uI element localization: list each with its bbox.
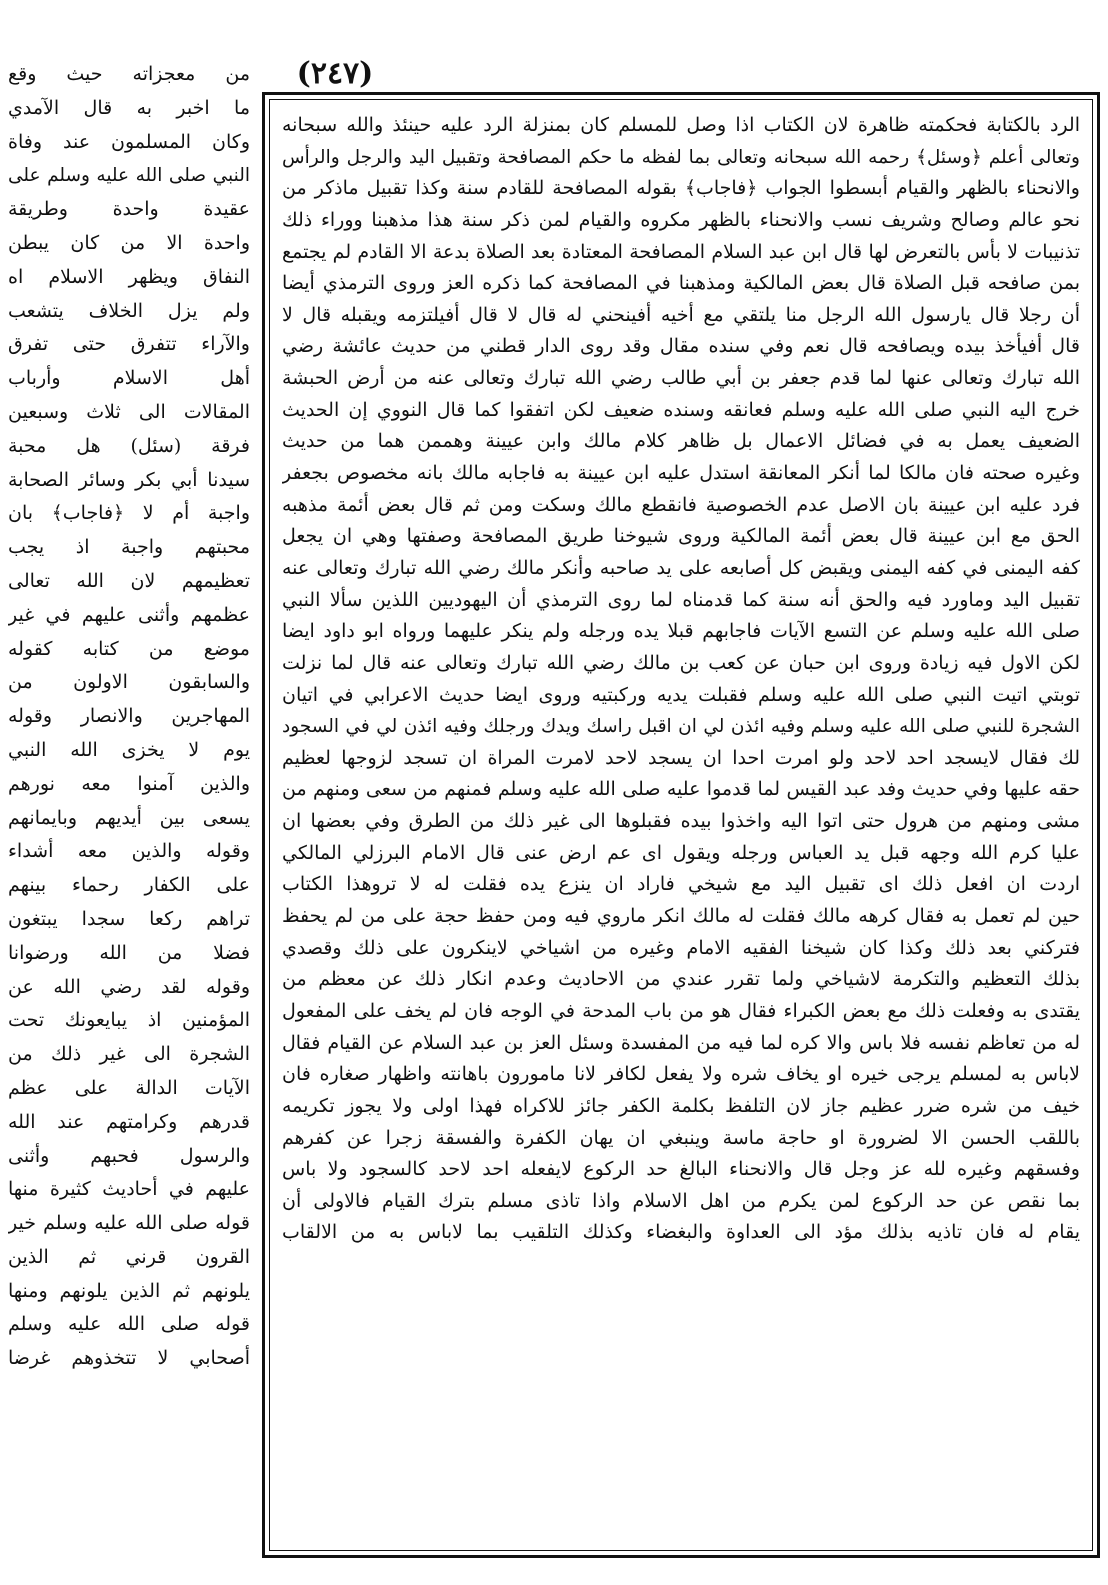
margin-text-line: المقالات الى ثلاث وسبعين bbox=[8, 400, 250, 423]
main-text-line: باللقب الحسن الا لضرورة او حاجة ماسة وينبغي ان يهان الكفرة والفسقة زجرا عن كفرهم bbox=[282, 1126, 1080, 1149]
main-text-line: لك فقال لايسجد احد لاحد ولو امرت احدا ان يسجد لاحد لامرت المراة ان تسجد لزوجها لعظيم bbox=[282, 746, 1080, 769]
margin-text-line: أهل الاسلام وأرباب bbox=[8, 367, 250, 390]
main-text-line: بمن صافحه قبل الصلاة قال بعض المالكية ومذهبنا في المصافحة كما ذكره العز وروى الترمذي أيضا bbox=[282, 272, 1080, 295]
main-text-line: يقتدى به وفعلت ذلك مع بعض الكبراء فقال هو من باب المدحة في الوجه فان لم يخف على المفعول bbox=[282, 999, 1080, 1022]
main-text-line: لكن الاول فيه زيادة وروى ابن حبان عن كعب بن مالك رضي الله تبارك وتعالى عنه قال لما نزلت bbox=[282, 651, 1080, 674]
margin-commentary bbox=[8, 58, 250, 1528]
margin-text-line: على الكفار رحماء بينهم bbox=[8, 874, 250, 897]
margin-text-line: يلونهم ثم الذين يلونهم ومنها bbox=[8, 1279, 250, 1302]
main-text-line: بما نقص عن حد الركوع لمن يكرم من اهل الاسلام واذا تاذى مسلم بترك القيام فالاولى أن bbox=[282, 1189, 1080, 1212]
main-text-line: فتركني بعد ذلك وكذا كان شيخنا الفقيه الامام وغيره من اشياخي لاينكرون على ذلك وقصدي bbox=[282, 936, 1080, 959]
margin-text-line: فضلا من الله ورضوانا bbox=[8, 941, 250, 964]
margin-text-line: النفاق ويظهر الاسلام اه bbox=[8, 265, 250, 288]
main-text-line: وغيره صحته فان مالكا لما أنكر المعانقة استدل عليه ابن عيينة به فاجابه مالك بانه مخصوص بجعفر bbox=[282, 462, 1080, 485]
main-text-line: نحو عالم وصالح وشريف نسب والانحناء بالظهر مكروه والقيام لمن ذكر سنة هذا مذهبنا ووراء ذلك bbox=[282, 208, 1080, 231]
margin-text-line: قدرهم وكرامتهم عند الله bbox=[8, 1110, 250, 1133]
main-text-line: الحق مع ابن عيينة قال بعض أئمة المالكية وروى شيوخنا طريق المصافحة وصفتها وهي ان يجعل bbox=[282, 525, 1080, 548]
margin-text-line: يسعى بين أيديهم وبايمانهم bbox=[8, 806, 250, 829]
margin-text-line: ما اخبر به قال الآمدي bbox=[8, 96, 250, 119]
main-text-line: وتعالى أعلم ﴿وسئل﴾ رحمه الله سبحانه وتعالى بما لفظه ما حكم المصافحة وتقبيل اليد والرجل والرأس bbox=[282, 146, 1080, 168]
margin-text-line: والآراء تتفرق حتى تفرق bbox=[8, 333, 250, 356]
main-text-line: صلى الله عليه وسلم عن التسع الآيات فاجابهم قبلا يده ورجله ولم ينكر عليهما ورواه ابو داود ايضا bbox=[282, 620, 1080, 643]
margin-text-line: واجبة أم لا ﴿فاجاب﴾ بان bbox=[8, 502, 250, 525]
main-text-line: خيف من شره ضرر عظيم جاز لان التلفظ بكلمة الكفر جائز للاكراه فهذا اولى ولا يجوز تكريمه bbox=[282, 1094, 1080, 1117]
margin-text-line: قوله صلى الله عليه وسلم bbox=[8, 1313, 250, 1336]
main-text-line: الرد بالكتابة فحكمته ظاهرة لان الكتاب اذا وصل للمسلم كان بمنزلة الرد عليه حينئذ والله سبحانه bbox=[282, 114, 1080, 136]
margin-text-line: والسابقون الاولون من bbox=[8, 671, 250, 694]
main-text-line: كفه اليمنى في كفه اليمنى ويقبض كل أصابعه على يد صاحبه وأنكر مالك رضي الله تبارك وتعالى عنه bbox=[282, 556, 1080, 579]
main-text-frame bbox=[262, 92, 1100, 1558]
margin-text-line: والرسول فحبهم وأثنى bbox=[8, 1144, 250, 1167]
page-number: (٢٤٧) bbox=[296, 56, 374, 91]
main-text-line: اردت ان افعل ذلك اى تقبيل اليد مع شيخي فاراد ان ينزع يده فقلت له لا تروهذا الكتاب bbox=[282, 873, 1080, 896]
margin-text-line: عظمهم وأثنى عليهم في غير bbox=[8, 603, 250, 626]
main-text-line: عليا كرم الله وجهه قبل يد العباس ورجله ويقول اى عم ارض عنى قال الامام البرزلي المالكي bbox=[282, 841, 1080, 864]
main-text-line: فرد عليه ابن عيينة بان الاصل عدم الخصوصية فانقطع مالك وسكت ومن ثم قال بعض أئمة مذهبه bbox=[282, 493, 1080, 516]
margin-text-line: الآيات الدالة على عظم bbox=[8, 1076, 250, 1099]
margin-text-line: يوم لا يخزى الله النبي bbox=[8, 738, 250, 761]
margin-text-line: موضع من كتابه كقوله bbox=[8, 637, 250, 660]
main-text-line: وفسقهم وغيره لله عز وجل قال والانحناء البالغ حد الركوع لايفعله احد لاحد كالسجود ولا باس bbox=[282, 1158, 1080, 1181]
main-text-line: أن رجلا قال يارسول الله الرجل منا يلتقي مع أخيه أفينحني له قال لا قال أفيلتزمه ويقبله قال لا bbox=[282, 303, 1080, 326]
margin-text-line: قوله صلى الله عليه وسلم خير bbox=[8, 1212, 250, 1235]
main-text-line: الله تبارك وتعالى عنها لما قدم جعفر بن أبي طالب رضي الله تبارك وتعالى عنه من أرض الحبشة bbox=[282, 367, 1080, 390]
margin-text-line: وكان المسلمون عند وفاة bbox=[8, 130, 250, 153]
margin-text-line: والذين آمنوا معه نورهم bbox=[8, 772, 250, 795]
margin-text-line: وقوله والذين معه أشداء bbox=[8, 840, 250, 863]
main-text-line: والانحناء بالظهر والقيام أبسطوا الجواب ﴿فاجاب﴾ بقوله المصافحة للقادم سنة وكذا تقبيل ماذكر من bbox=[282, 177, 1080, 200]
main-text-line: لاباس به لمسلم يرجى خيره او يخاف شره ولا يفعل لكافر لانا مامورون باهانته واظهار صغاره فان bbox=[282, 1063, 1080, 1086]
main-text-line: حين لم تعمل به فقال كرهه مالك فقلت له مالك انكر ماروي فيه ومن حفظ حجة على من لم يحفظ bbox=[282, 905, 1080, 928]
margin-text-line: واحدة الا من كان يبطن bbox=[8, 231, 250, 254]
main-text-line: خرج اليه النبي صلى الله عليه وسلم فعانقه وسنده ضعيف لكن اتفقوا كما قال النووي إن الحديث bbox=[282, 398, 1080, 421]
margin-text-line: المؤمنين اذ يبايعونك تحت bbox=[8, 1009, 250, 1032]
margin-text-line: ولم يزل الخلاف يتشعب bbox=[8, 299, 250, 322]
margin-text-line: الشجرة الى غير ذلك من bbox=[8, 1043, 250, 1066]
main-text-body bbox=[269, 99, 1093, 1551]
main-text-line: حقه عليها وفي حديث وفد عبد القيس لما قدموا عليه صلى الله عليه وسلم فمنهم من سعى ومنهم من bbox=[282, 778, 1080, 801]
margin-text-line: أصحابي لا تتخذوهم غرضا bbox=[8, 1347, 250, 1370]
margin-text-line: عقيدة واحدة وطريقة bbox=[8, 198, 250, 221]
margin-text-line: محبتهم واجبة اذ يجب bbox=[8, 536, 250, 559]
main-text-line: تقبيل اليد وماورد فيه والحق أنه سنة كما قدمناه لما روى الترمذي أن اليهوديين اللذين سألا النبي bbox=[282, 588, 1080, 611]
margin-text-line: وقوله لقد رضي الله عن bbox=[8, 975, 250, 998]
main-text-line: له من تعاظم نفسه فلا باس والا كره لما فيه من المفسدة وسئل العز بن عبد السلام عن القيام فقال bbox=[282, 1031, 1080, 1054]
main-text-line: تذنيبات لا بأس بالتعرض لها قال ابن عبد السلام المصافحة المعتادة بعد الصلاة بدعة الا القادم لم يجتمع bbox=[282, 240, 1080, 263]
margin-text-line: عليهم في أحاديث كثيرة منها bbox=[8, 1178, 250, 1201]
main-text-line: يقام له فان تاذيه بذلك مؤد الى العداوة والبغضاء وكذلك التلقيب بما لاباس به من الالقاب bbox=[282, 1221, 1080, 1244]
main-text-line: توبتي اتيت النبي صلى الله عليه وسلم فقبلت يديه وركبتيه وروى ايضا حديث الاعرابي في اتيان bbox=[282, 683, 1080, 706]
margin-text-line: تراهم ركعا سجدا يبتغون bbox=[8, 907, 250, 930]
margin-text-line: فرقة (سئل) هل محبة bbox=[8, 434, 250, 457]
main-text-line: قال أفيأخذ بيده ويصافحه قال نعم وفي سنده مقال وقد روى الدار قطني من حديث عائشة رضي bbox=[282, 335, 1080, 358]
margin-text-line: النبي صلى الله عليه وسلم على bbox=[8, 165, 250, 187]
margin-text-line: من معجزاته حيث وقع bbox=[8, 63, 250, 85]
main-text-line: الضعيف يعمل به في فضائل الاعمال بل ظاهر كلام مالك وابن عيينة وهممن هما من حديث bbox=[282, 430, 1080, 453]
main-text-line: بذلك التعظيم والتكرمة لاشياخي ولما تقرر عندي من الاحاديث وعدم انكار ذلك عن معظم من bbox=[282, 968, 1080, 991]
main-text-line: مشى ومنهم من هرول حتى اتوا اليه واخذوا بيده فقبلوها الى غير ذلك من الطرق وفي بعضها ان bbox=[282, 810, 1080, 833]
margin-text-line: المهاجرين والانصار وقوله bbox=[8, 705, 250, 728]
margin-text-line: القرون قرني ثم الذين bbox=[8, 1245, 250, 1268]
margin-text-line: تعظيمهم لان الله تعالى bbox=[8, 569, 250, 592]
margin-text-line: سيدنا أبي بكر وسائر الصحابة bbox=[8, 468, 250, 491]
main-text-line: الشجرة للنبي صلى الله عليه وسلم وفيه ائذن لي ان اقبل راسك ويدك ورجلك وفيه ائذن لي في السجود bbox=[282, 716, 1080, 738]
